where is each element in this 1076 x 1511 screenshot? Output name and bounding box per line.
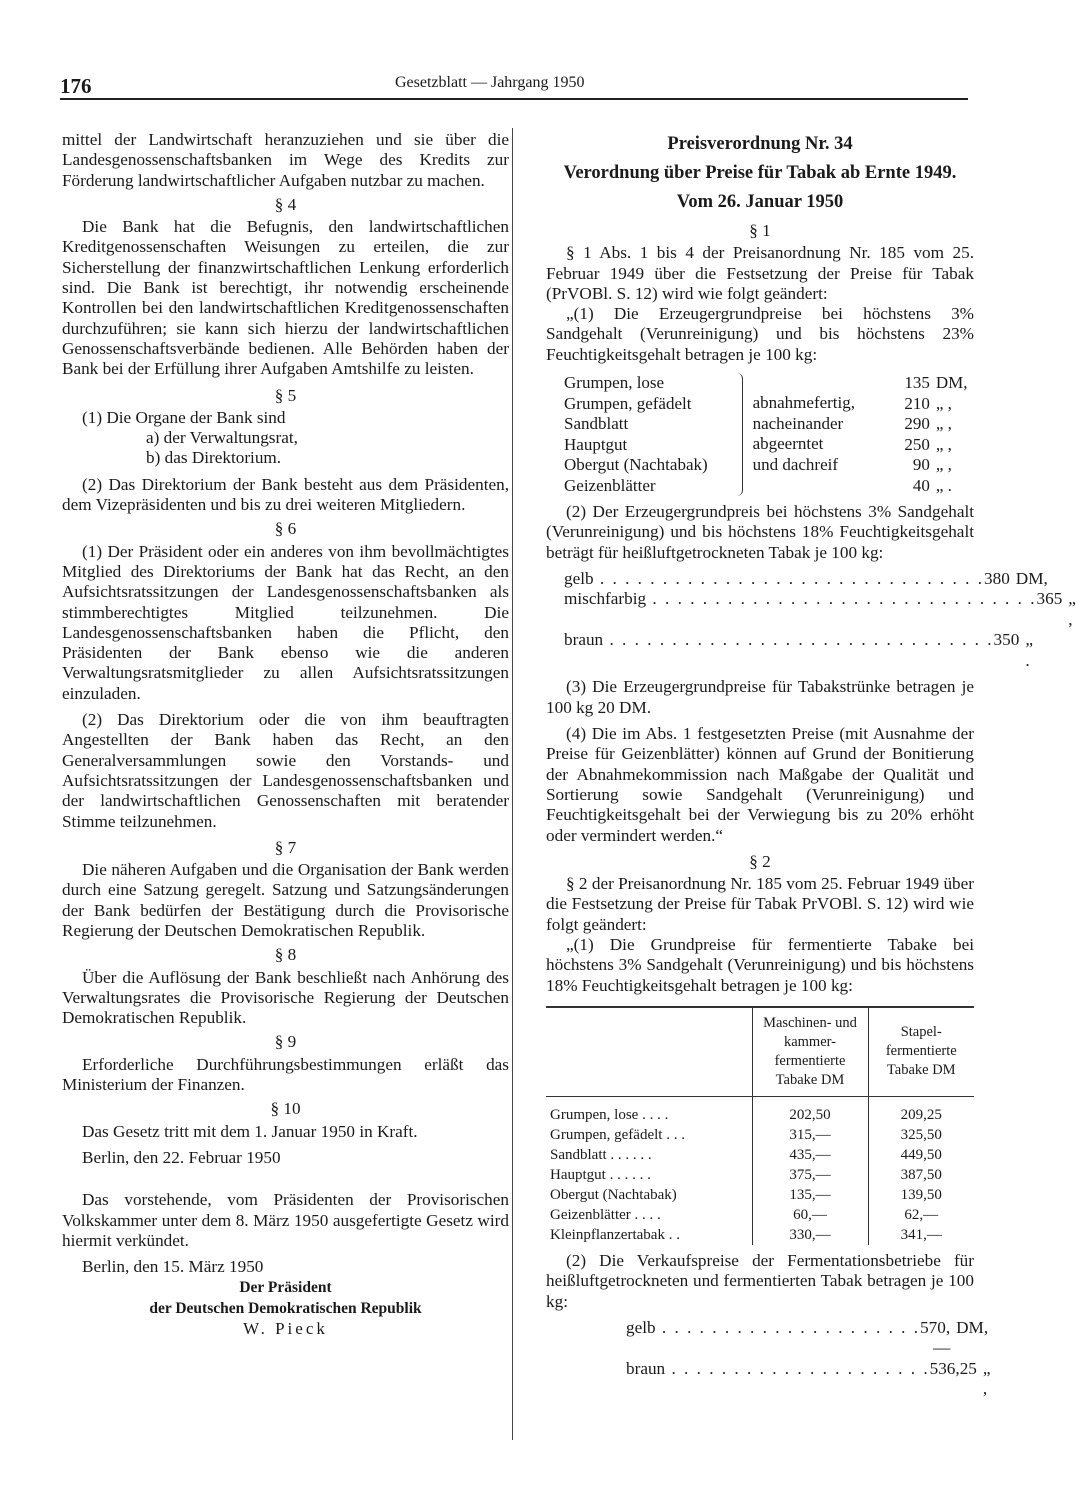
table-row (546, 1225, 974, 1245)
running-title: Gesetzblatt — Jahrgang 1950 (395, 74, 585, 91)
grade-value: 40 (912, 475, 930, 495)
section-6-heading: § 6 (274, 519, 297, 539)
section-9-heading: § 9 (274, 1032, 297, 1052)
sale-label: braun (626, 1358, 666, 1378)
note-line: abnahmefertig, (752, 393, 856, 413)
cell-machine: 315,— (752, 1125, 868, 1145)
leader-dots: . . (668, 1226, 680, 1243)
signer-name: W. Pieck (243, 1319, 328, 1339)
left-column (62, 130, 509, 1340)
section-8-text: Über die Auflösung der Bank beschließt nach Anhörung des Verwaltungsrates die Provisorische Regierung der Deutschen Demokratischen Republik. (62, 967, 509, 1028)
grade-name: Grumpen, lose (564, 373, 665, 393)
table-row (546, 1165, 974, 1185)
cell-machine: 135,— (752, 1185, 868, 1205)
section-5-para-2: (2) Das Direktorium der Bank besteht aus dem Präsidenten, dem Vizepräsidenten und bis zu drei weiteren Mitgliedern. (62, 474, 509, 515)
table-row (546, 1125, 974, 1145)
date-line-2: Berlin, den 15. März 1950 (82, 1257, 264, 1277)
sale-unit: DM, (956, 1317, 989, 1337)
page-number: 176 (60, 74, 92, 98)
grade-unit: DM, (935, 373, 968, 393)
row-label: Grumpen, lose (550, 1106, 639, 1123)
grade-name: Grumpen, gefädelt (564, 393, 692, 413)
promulgation-text: Das vorstehende, vom Präsidenten der Provisorischen Volkskammer unter dem 8. März 1950 ausgefertigte Gesetz wird hiermit verkündet. (62, 1190, 509, 1250)
cell-machine: 435,— (752, 1145, 868, 1165)
r-section-2-para-1: „(1) Die Grundpreise für fermentierte Tabake bei höchstens 3% Sandgehalt (Verunreinigung) und bis höchstens 18% Feuchtigkeitsgehalt betragen je 100 kg: (546, 935, 974, 995)
column-divider (512, 128, 513, 1440)
hot-air-unit: „ . (1025, 630, 1033, 670)
sale-value: 536,25 (929, 1358, 977, 1378)
section-5-para-1: (1) Die Organe der Bank sind (82, 407, 286, 427)
section-5-heading: § 5 (274, 385, 297, 405)
grade-units (930, 373, 974, 496)
hot-air-value: 365 (1036, 589, 1063, 609)
cell-machine: 375,— (752, 1165, 868, 1185)
grade-value: 210 (904, 393, 930, 413)
leader-dots: . . . . . . (609, 1166, 651, 1183)
section-10-heading: § 10 (270, 1099, 301, 1119)
note-line: und dachreif (752, 454, 839, 474)
grade-value: 290 (904, 414, 930, 434)
note-line: nacheinander (752, 413, 844, 433)
cell-machine: 60,— (752, 1205, 868, 1225)
leader-dots: . . . . . . . . . . . . . . . . . . . . . (655, 1317, 921, 1337)
grade-value: 90 (912, 455, 930, 475)
table-row (546, 1145, 974, 1165)
table-row (546, 1205, 974, 1225)
right-column (546, 130, 1076, 1400)
sale-price-row (626, 1358, 991, 1400)
cell-stack: 341,— (868, 1225, 974, 1245)
section-6-para-2: (2) Das Direktorium oder die von ihm beauftragten Angestellten der Bank haben das Recht, an den Generalversammlungen sowie den Vorstands- und Aufsichtsratssitzungen der Landesgenossenschaftsbanken und der landwirtschaftlichen Genossenschaften mit beratender Stimme teilzunehmen. (62, 710, 509, 831)
hot-air-label: gelb (564, 568, 594, 588)
section-5-item-b: b) das Direktorium. (146, 448, 282, 468)
section-5-item-a: a) der Verwaltungsrat, (146, 428, 298, 448)
row-label: Obergut (Nachtabak) (550, 1186, 677, 1203)
grade-unit: „ , (935, 393, 952, 413)
r-section-1-para-4: (4) Die im Abs. 1 festgesetzten Preise (mit Ausnahme der Preise für Geizenblätter) können auf Grund der Bonitierung der Abnahmekommission nach Maßgabe der Qualität und Sortierung sowie Sandgehalt (Verunreinigung) und Feuchtigkeitsgehalt bei der Verwiegung bis zu 20% erhöht oder vermindert werden.“ (546, 724, 974, 845)
r-section-1-heading: § 1 (749, 221, 771, 240)
cell-stack: 139,50 (868, 1185, 974, 1205)
r-section-1-para-1: „(1) Die Erzeugergrundpreise bei höchstens 3% Sandgehalt (Verunreinigung) und bis höchstens 23% Feuchtigkeitsgehalt betragen je 100 kg: (546, 304, 974, 364)
sale-label: gelb (626, 1317, 656, 1337)
leader-dots: . . . . . . (610, 1146, 652, 1163)
date-line-1: Berlin, den 22. Februar 1950 (82, 1147, 281, 1167)
ordinance-title: Preisverordnung Nr. 34 (667, 134, 853, 154)
r-section-1-para-2: (2) Der Erzeugergrundpreis bei höchstens 3% Sandgehalt (Verunreinigung) und bis höchstens 18% Feuchtigkeitsgehalt beträgt für heißluftgetrockneten Tabak je 100 kg: (546, 502, 974, 562)
section-9-text: Erforderliche Durchführungsbestimmungen erläßt das Ministerium der Finanzen. (62, 1054, 509, 1095)
hot-air-value: 380 (984, 568, 1010, 588)
hot-air-label: braun (564, 630, 604, 650)
table-header-blank (546, 1007, 752, 1097)
section-7-heading: § 7 (274, 837, 297, 857)
row-label: Geizenblätter (550, 1206, 631, 1223)
intro-paragraph: mittel der Landwirtschaft heranzuziehen und sie über die Landesgenossenschaftsbanken im Wege des Kredits zur Förderung landwirtschaftlicher Aufgaben nutzbar zu machen. (62, 130, 509, 190)
section-10-text: Das Gesetz tritt mit dem 1. Januar 1950 in Kraft. (82, 1121, 418, 1141)
ordinance-subtitle: Verordnung über Preise für Tabak ab Ernte 1949. (563, 163, 957, 183)
hot-air-unit: DM, (1015, 568, 1048, 588)
hot-air-price-row (564, 630, 1033, 671)
section-8-heading: § 8 (274, 945, 297, 965)
table-header-stack: Stapel- fermentierte Tabake DM (868, 1007, 974, 1097)
cell-stack: 62,— (868, 1205, 974, 1225)
section-6-para-1: (1) Der Präsident oder ein anderes von ihm bevollmächtigtes Mitglied des Direktoriums der Bank hat das Recht, an den Aufsichtsratssitzungen der Landesgenossenschaftsbanken als stimmberechtigtes Mitglied teilzunehmen. Die Landesgenossenschaftsbanken haben die Pflicht, den Präsidenten der Bank ebenso wie die anderen Verwaltungsratsmitglieder zu allen Aufsichtsratssitzungen einzuladen. (62, 541, 509, 703)
grade-unit: „ , (935, 414, 952, 434)
r-section-1-para-3: (3) Die Erzeugergrundpreise für Tabakstrünke betragen je 100 kg 20 DM. (546, 677, 974, 717)
cell-stack: 209,25 (868, 1096, 974, 1125)
sale-unit: „ , (982, 1358, 991, 1399)
hot-air-label: mischfarbig (564, 589, 647, 609)
grade-values (873, 373, 930, 496)
r-section-2-para-2: (2) Die Verkaufspreise der Fermentationsbetriebe für heißluftgetrockneten und fermentierten Tabak betragen je 100 kg: (546, 1250, 974, 1311)
hot-air-unit: „ , (1068, 589, 1076, 629)
grade-value: 135 (904, 373, 930, 393)
grade-name: Sandblatt (564, 414, 629, 434)
leader-dots: . . . . . . . . . . . . . . . . . . . . . . . . . . . . . . . (603, 630, 994, 650)
leader-dots: . . . . . . . . . . . . . . . . . . . . . . . . . . . . . . . (593, 568, 984, 588)
r-section-2-intro: § 2 der Preisanordnung Nr. 185 vom 25. Februar 1949 über die Festsetzung der Preise für Tabak PrVOBl. S. 12) wird wie folgt geändert: (546, 874, 974, 934)
grade-name: Obergut (Nachtabak) (564, 455, 708, 475)
hot-air-price-row (564, 589, 1076, 630)
r-section-2-heading: § 2 (749, 851, 771, 871)
table-row (546, 1096, 974, 1125)
fermented-price-table (546, 1006, 974, 1245)
section-7-text: Die näheren Aufgaben und die Organisation der Bank werden durch eine Satzung geregelt. Satzung und Satzungsänderungen der Bank bedürfen der Bestätigung durch die Provisorische Regierung der Deutschen Demokratischen Republik. (62, 860, 509, 940)
ordinance-date: Vom 26. Januar 1950 (676, 192, 844, 212)
signature-title-2: der Deutschen Demokratischen Republik (149, 1300, 422, 1318)
grade-name: Hauptgut (564, 434, 628, 454)
section-4-heading: § 4 (274, 194, 297, 214)
grade-value: 250 (904, 434, 930, 454)
leader-dots: . . . . . . . . . . . . . . . . . . . . . (665, 1358, 930, 1378)
grade-names (564, 373, 743, 496)
grade-name: Geizenblätter (564, 475, 656, 495)
hot-air-value: 350 (993, 630, 1020, 650)
cell-stack: 325,50 (868, 1125, 974, 1145)
cell-stack: 449,50 (868, 1145, 974, 1165)
section-4-text: Die Bank hat die Befugnis, den landwirtschaftlichen Kreditgenossenschaften Weisungen zu erteilen, die zur Sicherstellung der finanzwirtschaftlichen Lenkung erforderlich sind. Die Bank ist berechtigt, ihr notwendig erscheinende Kontrollen bei den landwirtschaftlichen Kreditgenossenschaften durchzuführen; sie kann sich hierzu der landwirtschaftlichen Genossenschaftsverbände bedienen. Alle Behörden haben der Bank bei der Erfüllung ihrer Aufgaben Amtshilfe zu leisten. (62, 217, 509, 379)
cell-machine: 330,— (752, 1225, 868, 1245)
leader-dots: . . . . . . . . . . . . . . . . . . . . . . . . . . . . . . . (646, 589, 1037, 609)
row-label: Hauptgut (550, 1166, 606, 1183)
row-label: Kleinpflanzertabak (550, 1226, 665, 1243)
note-line: abgeerntet (752, 434, 824, 454)
cell-stack: 387,50 (868, 1165, 974, 1185)
cell-machine: 202,50 (752, 1096, 868, 1125)
table-header-machine: Maschinen- und kammer- fermentierte Tabake DM (752, 1007, 868, 1097)
producer-price-list (564, 373, 974, 496)
leader-dots: . . . (666, 1126, 685, 1143)
sale-price-row (626, 1317, 989, 1359)
row-label: Sandblatt (550, 1146, 607, 1163)
row-label: Grumpen, gefädelt (550, 1126, 663, 1143)
table-row (546, 1185, 974, 1205)
leader-dots: . . . . (634, 1206, 661, 1223)
page-header (60, 72, 968, 100)
r-section-1-intro: § 1 Abs. 1 bis 4 der Preisanordnung Nr. 185 vom 25. Februar 1949 über die Festsetzung der Preise für Tabak (PrVOBl. S. 12) wird wie folgt geändert: (546, 243, 974, 303)
leader-dots: . . . . (642, 1106, 669, 1123)
grade-condition-note (743, 373, 873, 496)
signature-title-1: Der Präsident (239, 1279, 332, 1297)
sale-value: 570,— (920, 1317, 951, 1358)
grade-unit: „ , (935, 455, 952, 475)
hot-air-price-row (564, 568, 1048, 590)
grade-unit: „ , (935, 434, 952, 454)
grade-unit: „ . (935, 475, 952, 495)
